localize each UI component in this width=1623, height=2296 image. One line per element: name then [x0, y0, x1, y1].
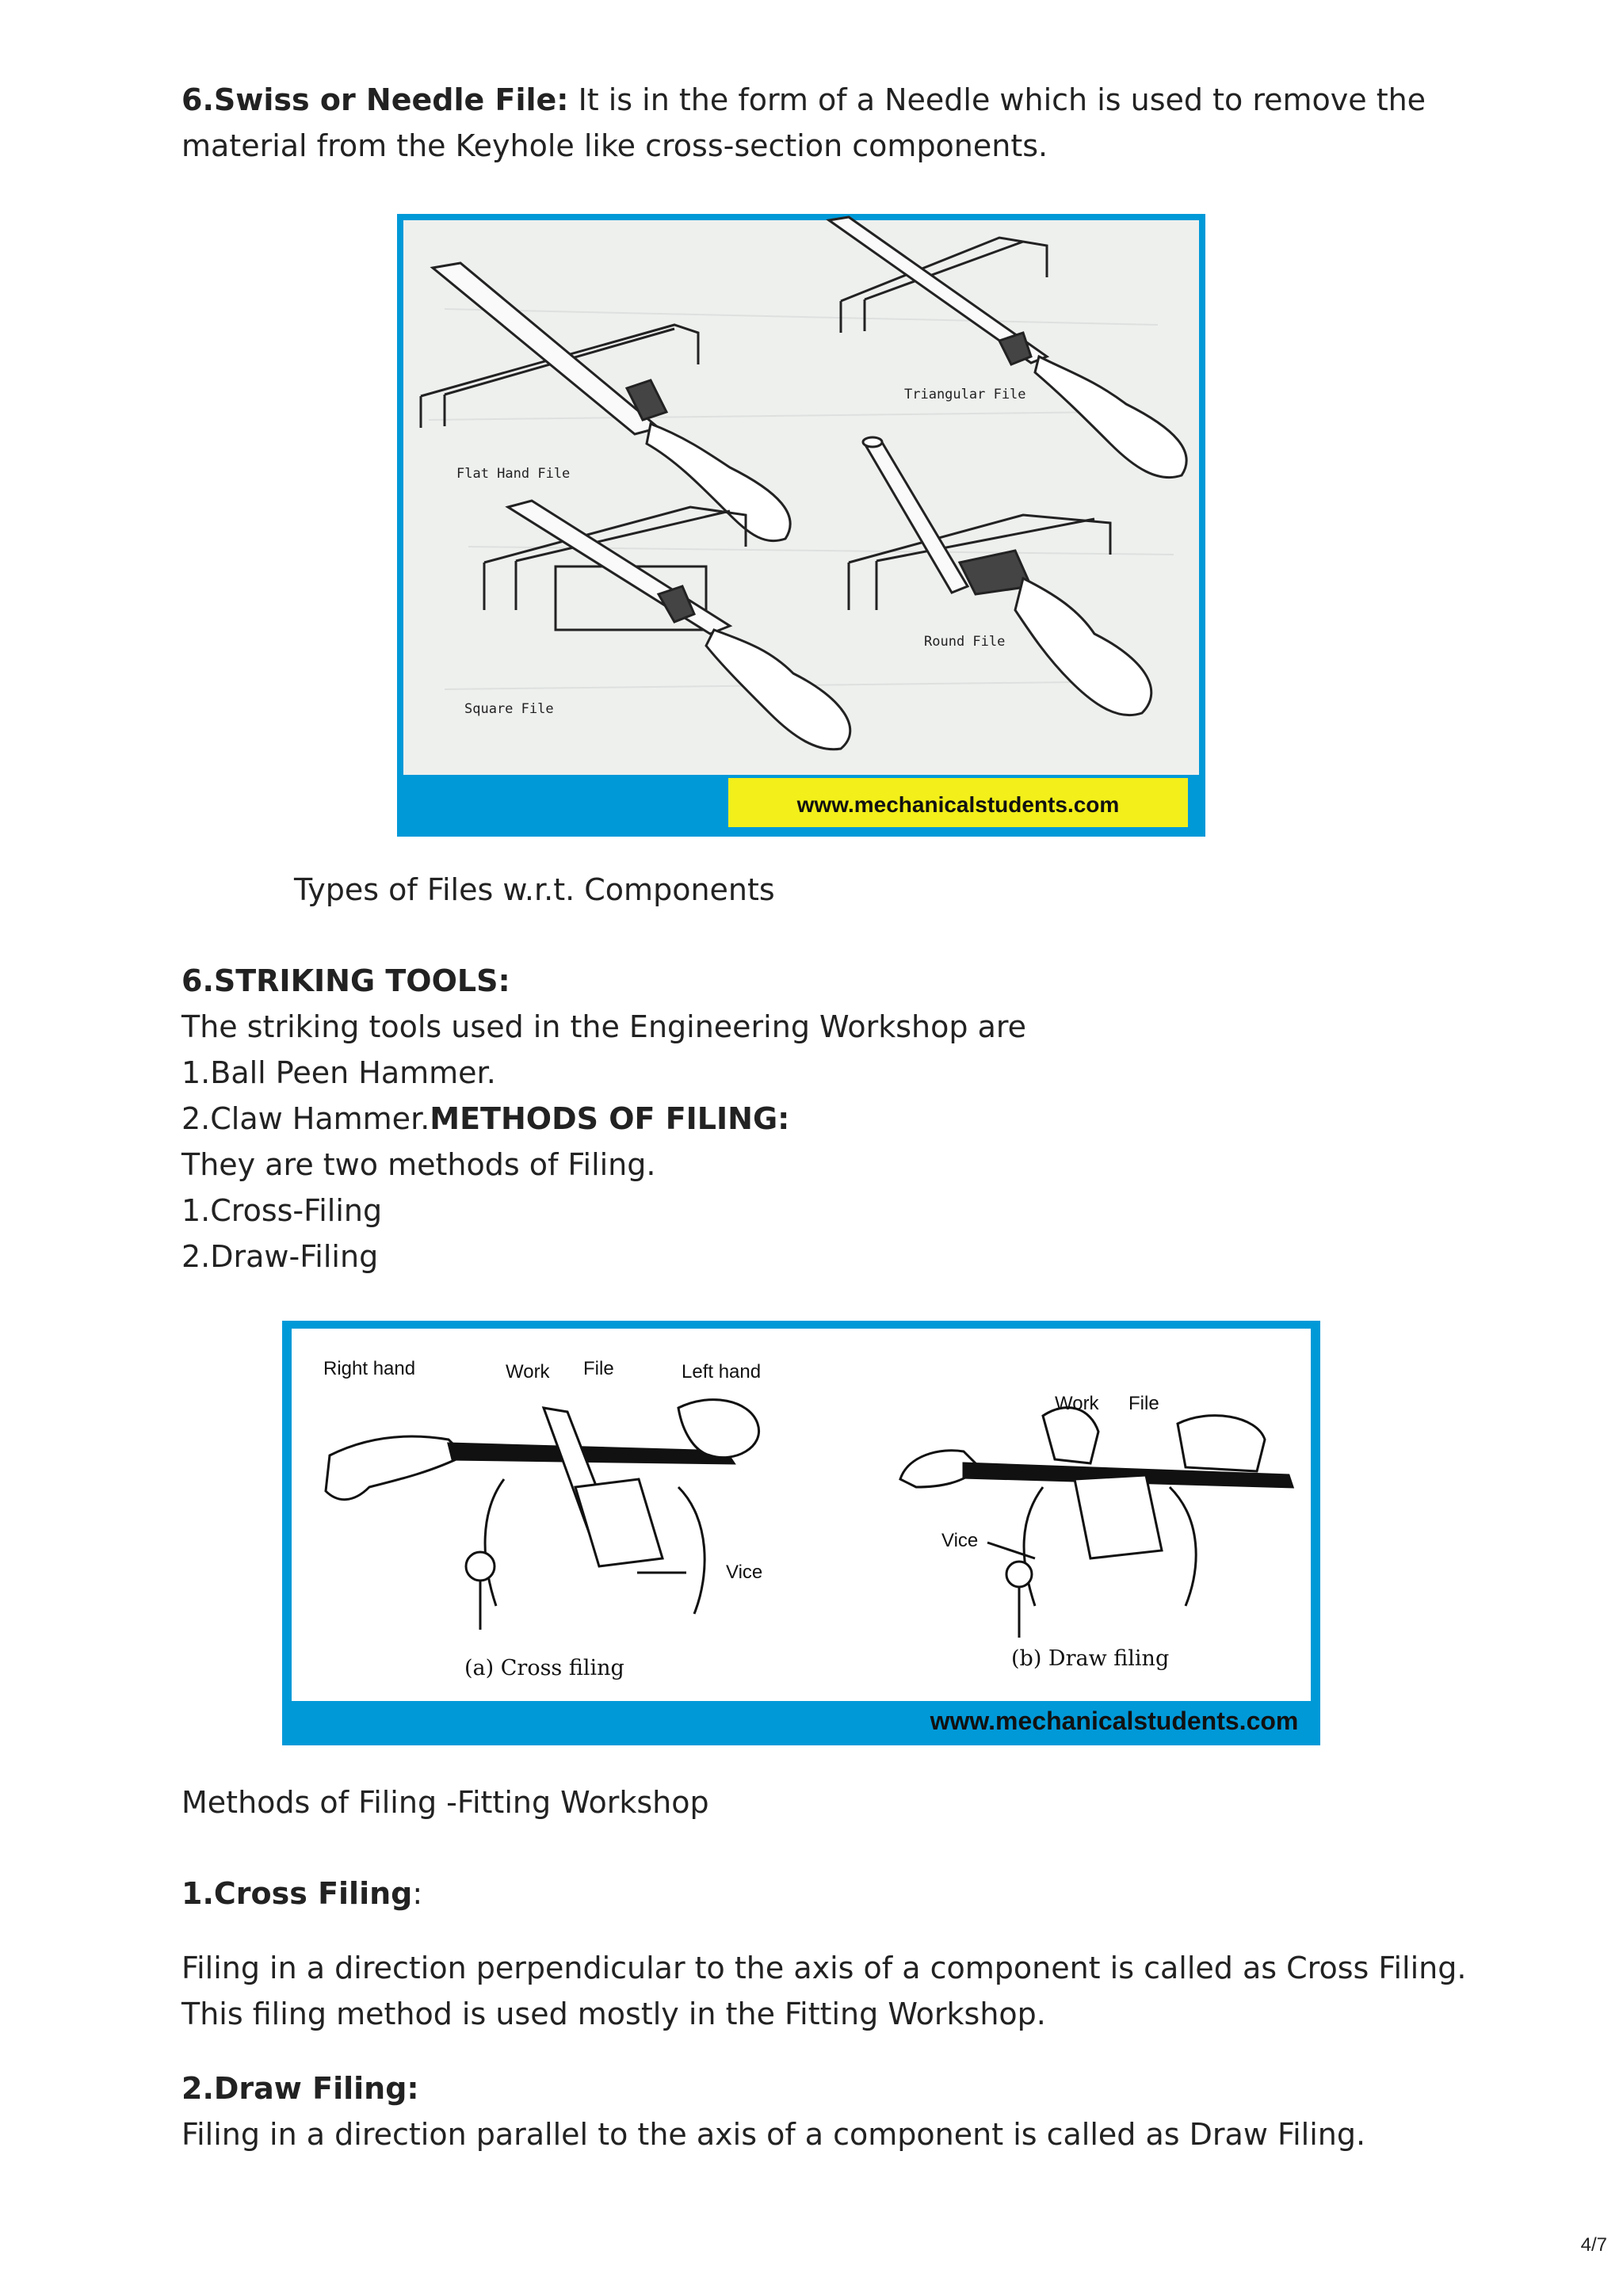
- page-number: 4/7: [1580, 2234, 1607, 2256]
- draw-filing-heading: 2.Draw Filing:: [181, 2071, 419, 2106]
- striking-tools-intro: The striking tools used in the Engineering Workshop are: [181, 1009, 1027, 1044]
- figure2-caption: Methods of Filing -Fitting Workshop: [181, 1785, 709, 1820]
- needle-file-paragraph-line1: [181, 77, 1426, 123]
- methods-of-filing-figure: [282, 1321, 1320, 1745]
- draw-filing-caption: (b) Draw filing: [1011, 1646, 1170, 1671]
- cross-filing-caption: (a) Cross filing: [464, 1656, 624, 1680]
- right-hand-label: Right hand: [323, 1358, 416, 1379]
- work-label-a: Work: [506, 1361, 550, 1383]
- needle-file-desc-1: It is in the form of a Needle which is used to remove the: [568, 82, 1426, 117]
- striking-tools-heading: 6.STRIKING TOOLS:: [181, 963, 510, 998]
- needle-file-desc-2: material from the Keyhole like cross-section components.: [181, 128, 1048, 163]
- draw-filing-line-1: Filing in a direction parallel to the axis of a component is called as Draw Filing.: [181, 2117, 1366, 2152]
- cross-filing-line-2: This filing method is used mostly in the Fitting Workshop.: [181, 1997, 1046, 2031]
- cross-filing-colon: :: [412, 1876, 423, 1911]
- cross-filing-heading-line: [181, 1871, 422, 1917]
- triangular-file-label: Triangular File: [904, 387, 1026, 402]
- method-item-1: 1.Cross-Filing: [181, 1193, 383, 1228]
- methods-of-filing-heading: METHODS OF FILING:: [430, 1101, 790, 1136]
- method-item-2: 2.Draw-Filing: [181, 1239, 379, 1274]
- vice-label-b: Vice: [941, 1530, 979, 1551]
- file-label-a: File: [583, 1358, 614, 1379]
- striking-tool-item-2: 2.Claw Hammer.: [181, 1101, 430, 1136]
- work-label-b: Work: [1055, 1393, 1099, 1414]
- types-of-files-figure: [397, 214, 1205, 837]
- needle-file-heading: 6.Swiss or Needle File:: [181, 82, 569, 117]
- vice-label-a: Vice: [726, 1562, 763, 1583]
- figure2-watermark: www.mechanicalstudents.com: [930, 1707, 1299, 1735]
- striking-tool-item-2-line: [181, 1096, 789, 1142]
- left-hand-label: Left hand: [682, 1361, 762, 1383]
- cross-filing-heading: 1.Cross Filing: [181, 1876, 413, 1911]
- striking-tool-item-1: 1.Ball Peen Hammer.: [181, 1055, 496, 1090]
- methods-intro: They are two methods of Filing.: [181, 1147, 656, 1182]
- figure1-watermark: www.mechanicalstudents.com: [796, 792, 1120, 817]
- figure1-caption: Types of Files w.r.t. Components: [294, 872, 775, 907]
- cross-filing-line-1: Filing in a direction perpendicular to the axis of a component is called as Cross Filing.: [181, 1951, 1467, 1985]
- flat-file-label: Flat Hand File: [456, 466, 571, 482]
- square-file-label: Square File: [464, 701, 554, 717]
- file-label-b: File: [1128, 1393, 1159, 1414]
- round-file-label: Round File: [924, 634, 1006, 650]
